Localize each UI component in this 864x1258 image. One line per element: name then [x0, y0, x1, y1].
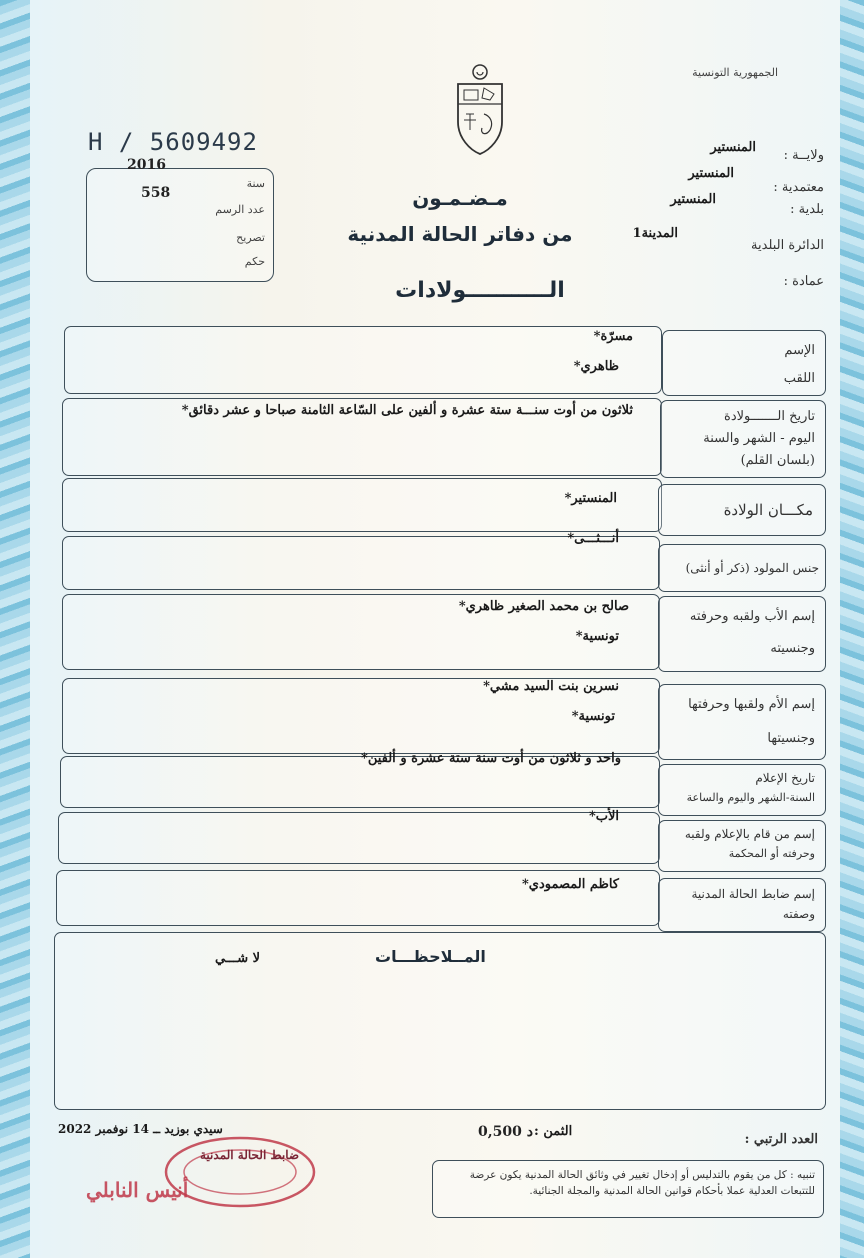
row-mother-label-box [658, 684, 826, 760]
serial-order-label: العدد الرتبي : [744, 1132, 818, 1147]
title-births: الـــــــــــولادات [395, 278, 565, 303]
judgment-label: حكم [244, 255, 265, 268]
mother-name-value: نسرين بنت السيد مشي* [483, 679, 619, 694]
officer-value: كاظم المصمودي* [521, 877, 619, 892]
remarks-label: المــلاحظـــات [375, 947, 486, 966]
declarant-value: الأب* [588, 809, 619, 824]
declarant-label: إسم من قام بالإعلام ولقبه [684, 827, 815, 841]
birth-date-label: تاريخ الـــــــولادة [724, 409, 815, 424]
sex-label: جنس المولود (ذكر أو أنثى) [685, 561, 819, 575]
record-box [86, 157, 274, 282]
serial-number: H / 5609492 [88, 128, 258, 156]
place-date: سيدي بوزيد ــ 14 نوفمبر 2022 [58, 1122, 223, 1136]
title-madmoun: مـضـمـون [412, 186, 508, 210]
row-declaration-date-value-box [60, 751, 660, 808]
district-value: المدينة1 [632, 226, 678, 241]
price-value: 0,500 د [478, 1124, 533, 1140]
row-sex-value-box [62, 531, 660, 590]
delegation-value: المنستير [688, 166, 734, 181]
remarks-box [54, 932, 826, 1110]
surname-label: اللقب [783, 371, 815, 386]
municipality-value: المنستير [670, 192, 716, 207]
row-birth-date-value-box [62, 398, 662, 476]
birth-date-pen-note: (بلسان القلم) [740, 453, 815, 468]
officer-signature: أنيس النابلي [86, 1178, 189, 1202]
number-value: 558 [141, 185, 171, 201]
price-label: الثمن : [534, 1124, 573, 1139]
row-declarant-value-box [58, 809, 660, 864]
birth-date-sublabel: اليوم - الشهر والسنة [703, 431, 815, 446]
father-label: إسم الأب ولقبه وحرفته [689, 609, 815, 624]
first-name-value: مسرّة* [593, 329, 633, 344]
row-officer-value-box [56, 870, 660, 926]
row-sex-label-box [658, 544, 826, 592]
wilaya-label: ولايــة : [783, 148, 824, 163]
row-declarant-label-box [658, 820, 826, 872]
father-nationality-value: تونسية* [575, 629, 619, 644]
year-label: سنة [246, 177, 265, 190]
row-father-label-box [658, 596, 826, 672]
birth-place-value: المنستير* [564, 491, 617, 506]
omda-label: عمادة : [783, 274, 824, 289]
row-birth-date-label-box [660, 400, 826, 478]
birth-place-label: مكـــان الولادة [723, 501, 813, 519]
declarant-sublabel: وحرفته أو المحكمة [728, 847, 815, 860]
number-label: عدد الرسم [215, 203, 265, 216]
mother-nationality-value: تونسية* [571, 709, 615, 724]
mother-nationality-label: وجنسيتها [767, 731, 815, 746]
republic-label: الجمهورية التونسية [692, 66, 778, 79]
wilaya-value: المنستير [710, 140, 756, 155]
district-label: الدائرة البلدية [751, 238, 824, 253]
row-birth-place-label-box [658, 484, 826, 536]
sex-value: أنـــثـــى* [567, 531, 619, 546]
declaration-date-sublabel: السنة-الشهر واليوم والساعة [686, 791, 815, 804]
birth-date-value: ثلاثون من أوت سنـــة ستة عشرة و ألفين على السّاعة الثامنة صباحا و عشر دقائق* [181, 403, 633, 418]
father-name-value: صالح بن محمد الصغير ظاهري* [458, 599, 629, 614]
officer-label: إسم ضابط الحالة المدنية [691, 887, 815, 901]
year-value: 2016 [127, 157, 166, 173]
row-birth-place-value-box [62, 478, 662, 532]
delegation-label: معتمدية : [773, 180, 824, 195]
row-name-value-box [64, 326, 662, 394]
row-declaration-date-label-box [658, 764, 826, 816]
stamp-text: ضابط الحالة المدنية [200, 1148, 300, 1162]
declaration-label: تصريح [236, 231, 265, 244]
first-name-label: الإسم [784, 343, 815, 358]
remarks-value: لا شـــي [215, 951, 261, 966]
notice-text: تنبيه : كل من يقوم بالتدليس أو إدخال تغيير في وثائق الحالة المدنية يكون عرضة للتتبعات العدلية عملا بأحكام قوانين الحالة المدنية والمجلة الجنائية. [469, 1169, 815, 1198]
declaration-date-value: واحد و ثلاثون من أوت سنة ستة عشرة و ألفين* [361, 751, 621, 766]
municipality-label: بلدية : [790, 202, 824, 217]
mother-label: إسم الأم ولقبها وحرفتها [688, 697, 815, 712]
surname-value: ظاهري* [573, 359, 619, 374]
father-nationality-label: وجنسيته [770, 641, 815, 656]
row-officer-label-box [658, 878, 826, 932]
title-civil-registry: من دفاتر الحالة المدنية [347, 222, 573, 246]
coat-of-arms-icon [450, 62, 510, 158]
declaration-date-label: تاريخ الإعلام [755, 771, 815, 785]
row-mother-value-box [62, 678, 660, 754]
row-name-label-box [662, 330, 826, 396]
notice-box [432, 1160, 824, 1218]
officer-sublabel: وصفته [782, 907, 815, 921]
row-father-value-box [62, 594, 660, 670]
